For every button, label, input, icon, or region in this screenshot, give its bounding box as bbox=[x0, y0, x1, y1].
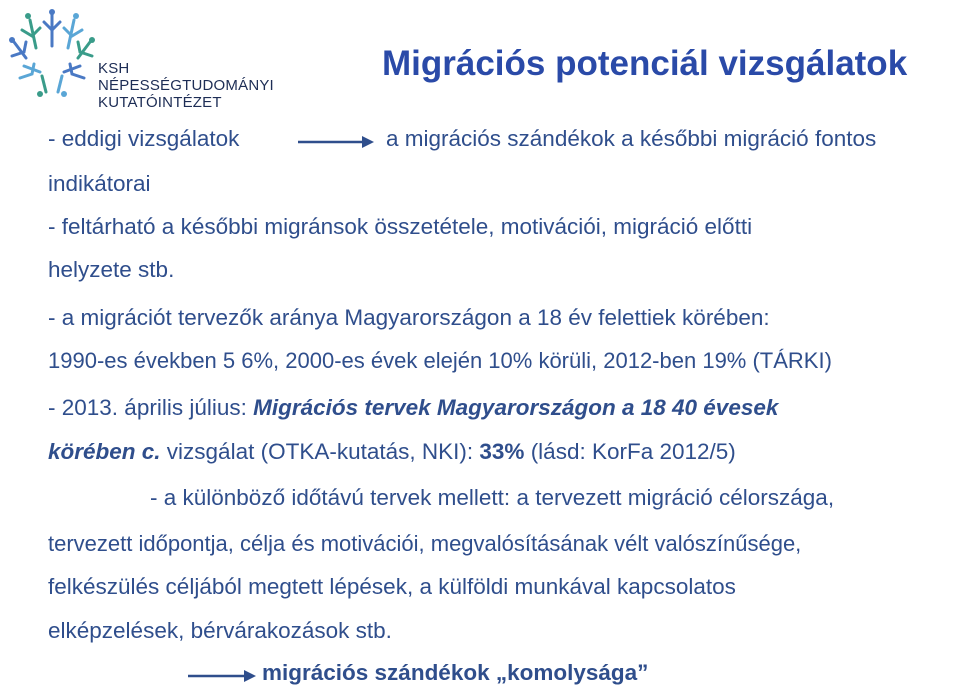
text-line-7a: - 2013. április július: bbox=[48, 395, 254, 420]
text-line-1a: - eddigi vizsgálatok bbox=[48, 126, 240, 151]
text-line-5: - a migrációt tervezők aránya Magyarországon a 18 év felettiek körében: bbox=[48, 305, 770, 330]
text-line-8a: körében c. bbox=[48, 439, 161, 464]
text-line-6: 1990-es években 5 6%, 2000-es évek elején 10% körüli, 2012-ben 19% (TÁRKI) bbox=[48, 348, 832, 373]
arrow-right-icon-2 bbox=[186, 668, 256, 684]
logo-line-1: KSH NÉPESSÉGTUDOMÁNYI bbox=[98, 60, 274, 94]
text-line-4: helyzete stb. bbox=[48, 257, 175, 282]
text-line-2: indikátorai bbox=[48, 171, 151, 196]
text-line-8c: 33% bbox=[479, 439, 525, 464]
logo-figures-icon bbox=[6, 6, 98, 98]
text-line-8 bbox=[48, 439, 736, 465]
text-line-1b: a migrációs szándékok a későbbi migráció fontos bbox=[386, 126, 877, 151]
text-line-7 bbox=[48, 395, 778, 421]
text-line-8b: vizsgálat (OTKA-kutatás, NKI): bbox=[160, 439, 480, 464]
text-line-13: migrációs szándékok „komolysága” bbox=[262, 660, 649, 685]
text-line-3: - feltárható a későbbi migránsok összetétele, motivációi, migráció előtti bbox=[48, 214, 753, 239]
text-line-8d: (lásd: KorFa 2012/5) bbox=[524, 439, 736, 464]
ksh-logo bbox=[6, 6, 286, 111]
logo-line-2: KUTATÓINTÉZET bbox=[98, 94, 222, 111]
text-line-7b: Migrációs tervek Magyarországon a 18 40 évesek bbox=[253, 395, 779, 420]
arrow-right-icon bbox=[296, 134, 374, 150]
page-title: Migrációs potenciál vizsgálatok bbox=[382, 44, 908, 83]
text-line-11: felkészülés céljából megtett lépések, a külföldi munkával kapcsolatos bbox=[48, 574, 736, 599]
text-line-10: tervezett időpontja, célja és motivációi, megvalósításának vélt valószínűsége, bbox=[48, 531, 802, 556]
text-line-12: elképzelések, bérvárakozások stb. bbox=[48, 618, 392, 643]
text-line-9: - a különböző időtávú tervek mellett: a tervezett migráció célországa, bbox=[150, 485, 835, 510]
logo-text bbox=[98, 60, 286, 111]
